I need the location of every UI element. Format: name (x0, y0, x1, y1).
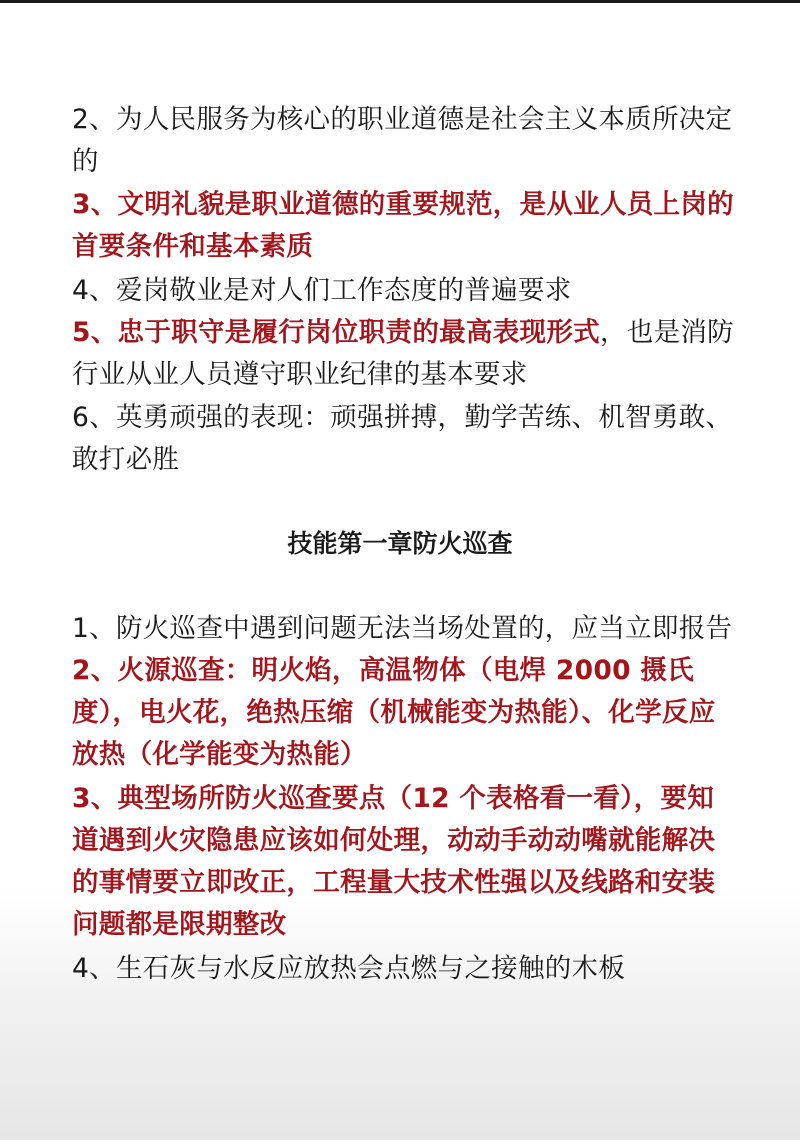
section-title: 技能第一章防火巡查 (287, 529, 513, 558)
list-item: 4、生石灰与水反应放热会点燃与之接触的木板 (72, 953, 626, 984)
highlight-text: 5、忠于职守是履行岗位职责的最高表现形式 (72, 317, 600, 348)
list-item (72, 312, 736, 396)
list-item: 6、英勇顽强的表现：顽强拼搏，勤学苦练、机智勇敢、敢打必胜 (72, 402, 733, 475)
list-item-highlight: 2、火源巡查：明火焰，高温物体（电焊 2000 摄氏度），电火花，绝热压缩（机械能变为热能）、化学反应放热（化学能变为热能） (72, 655, 716, 770)
list-item-highlight: 3、文明礼貌是职业道德的重要规范，是从业人员上岗的首要条件和基本素质 (72, 189, 734, 262)
plain-text: ，也是消防行业从业人员遵守职业纪律的基本要求 (72, 317, 734, 390)
list-item-highlight: 3、典型场所防火巡查要点（12 个表格看一看），要知道遇到火灾隐患应该如何处理，动动手动动嘴就能解决的事情要立即改正，工程量大技术性强以及线路和安装问题都是限期整改 (72, 783, 716, 940)
list-item: 4、爱岗敬业是对人们工作态度的普遍要求 (72, 275, 572, 306)
list-item: 2、为人民服务为核心的职业道德是社会主义本质所决定的 (72, 104, 733, 177)
list-item: 1、防火巡查中遇到问题无法当场处置的，应当立即报告 (72, 613, 733, 644)
